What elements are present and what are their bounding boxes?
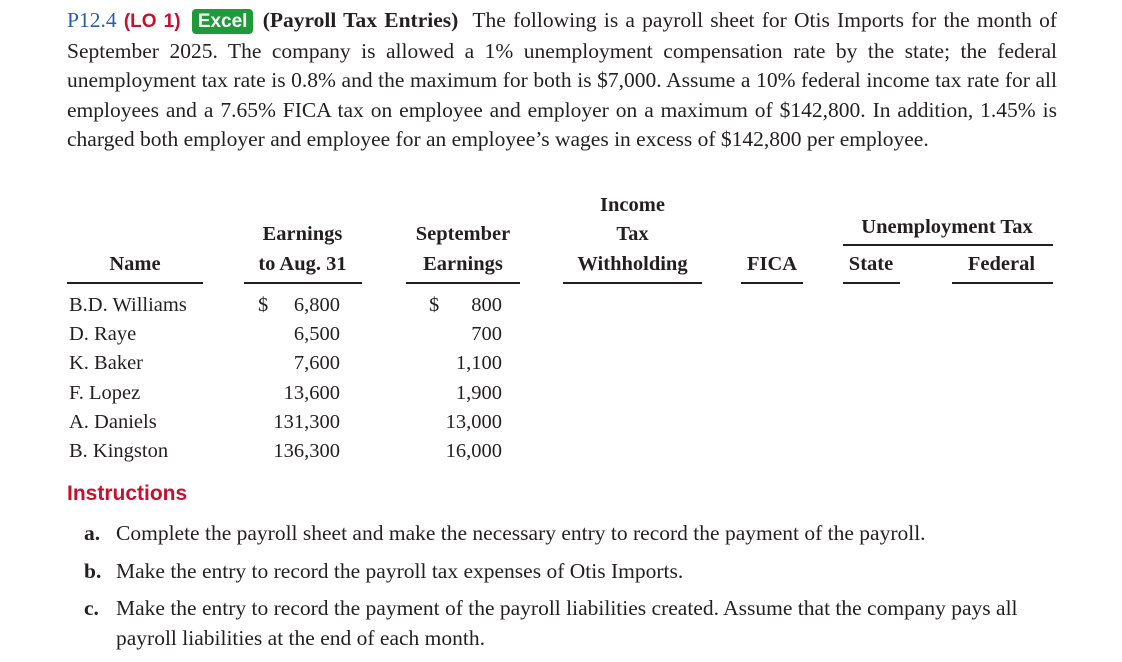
- problem-statement: [67, 6, 1057, 155]
- problem-title: (Payroll Tax Entries): [262, 8, 459, 32]
- instruction-b: [84, 557, 1056, 587]
- header-rule-unemployment: [843, 244, 1053, 246]
- row-5-september: 13,000: [445, 411, 502, 433]
- problem-id: P12.4: [67, 8, 117, 32]
- header-rule-tax: [563, 282, 702, 284]
- row-3-september: 1,100: [455, 352, 502, 374]
- problem-text: The following is a payroll sheet for Otis Imports for the month of September 2025. The company is allowed a 1% unemployment compensation rate by the state; the federal unemployment tax rate is 0.8% and the maximum for both is $7,000. Assume a 10% federal income tax rate for all employees and a 7.65% FICA tax on employee and employer on a maximum of $142,800. In addition, 1.45% is charged both employer and employee for an employee’s wages in excess of $142,800 per employee.: [67, 8, 1058, 151]
- instruction-b-text: Make the entry to record the payroll tax expenses of Otis Imports.: [116, 559, 684, 583]
- row-6-earnings: 136,300: [273, 440, 340, 462]
- header-earnings-line1: Earnings: [262, 223, 343, 245]
- header-rule-september: [406, 282, 520, 284]
- row-4-name: F. Lopez: [69, 382, 141, 404]
- row-3-earnings: 7,600: [293, 352, 340, 374]
- header-september-line2: Earnings: [423, 253, 503, 275]
- excel-badge: Excel: [192, 9, 254, 34]
- header-rule-fica: [741, 282, 803, 284]
- header-tax-line3: Withholding: [577, 253, 688, 275]
- instruction-b-label: b.: [84, 559, 102, 583]
- row-6-september: 16,000: [445, 440, 502, 462]
- row-4-september: 1,900: [455, 382, 502, 404]
- header-rule-name: [67, 282, 203, 284]
- header-fica: FICA: [746, 253, 798, 275]
- instruction-c-text: Make the entry to record the payment of the payroll liabilities created. Assume that the company pays all payroll liabilities at the end of each month.: [116, 596, 1018, 650]
- row-1-name: B.D. Williams: [69, 294, 187, 316]
- header-name: Name: [109, 253, 161, 275]
- header-earnings-line2: to Aug. 31: [258, 253, 347, 275]
- row-2-september: 700: [471, 323, 502, 345]
- row-1-september: 800: [471, 294, 502, 316]
- instruction-c-label: c.: [84, 596, 99, 620]
- header-unemployment: Unemployment Tax: [861, 216, 1033, 238]
- header-state: State: [848, 253, 894, 275]
- header-september-line1: September: [415, 223, 511, 245]
- header-rule-earnings: [244, 282, 362, 284]
- row-1-september-dollar: $: [429, 294, 440, 316]
- row-1-earnings-dollar: $: [258, 294, 269, 316]
- row-2-name: D. Raye: [69, 323, 137, 345]
- row-3-name: K. Baker: [69, 352, 144, 374]
- header-rule-federal: [952, 282, 1053, 284]
- instruction-a: [84, 519, 1056, 549]
- instructions-title: Instructions: [67, 482, 188, 505]
- instruction-c: [84, 594, 1056, 653]
- row-2-earnings: 6,500: [293, 323, 340, 345]
- learning-objective: (LO 1): [123, 11, 181, 32]
- row-5-name: A. Daniels: [69, 411, 157, 433]
- header-rule-state: [843, 282, 900, 284]
- header-federal: Federal: [967, 253, 1036, 275]
- row-6-name: B. Kingston: [69, 440, 169, 462]
- row-1-earnings: 6,800: [293, 294, 340, 316]
- header-tax-line2: Tax: [616, 223, 649, 245]
- row-5-earnings: 131,300: [273, 411, 340, 433]
- instruction-a-text: Complete the payroll sheet and make the necessary entry to record the payment of the payroll.: [116, 521, 926, 545]
- header-tax-line1: Income: [600, 194, 665, 216]
- row-4-earnings: 13,600: [283, 382, 340, 404]
- instruction-a-label: a.: [84, 521, 101, 545]
